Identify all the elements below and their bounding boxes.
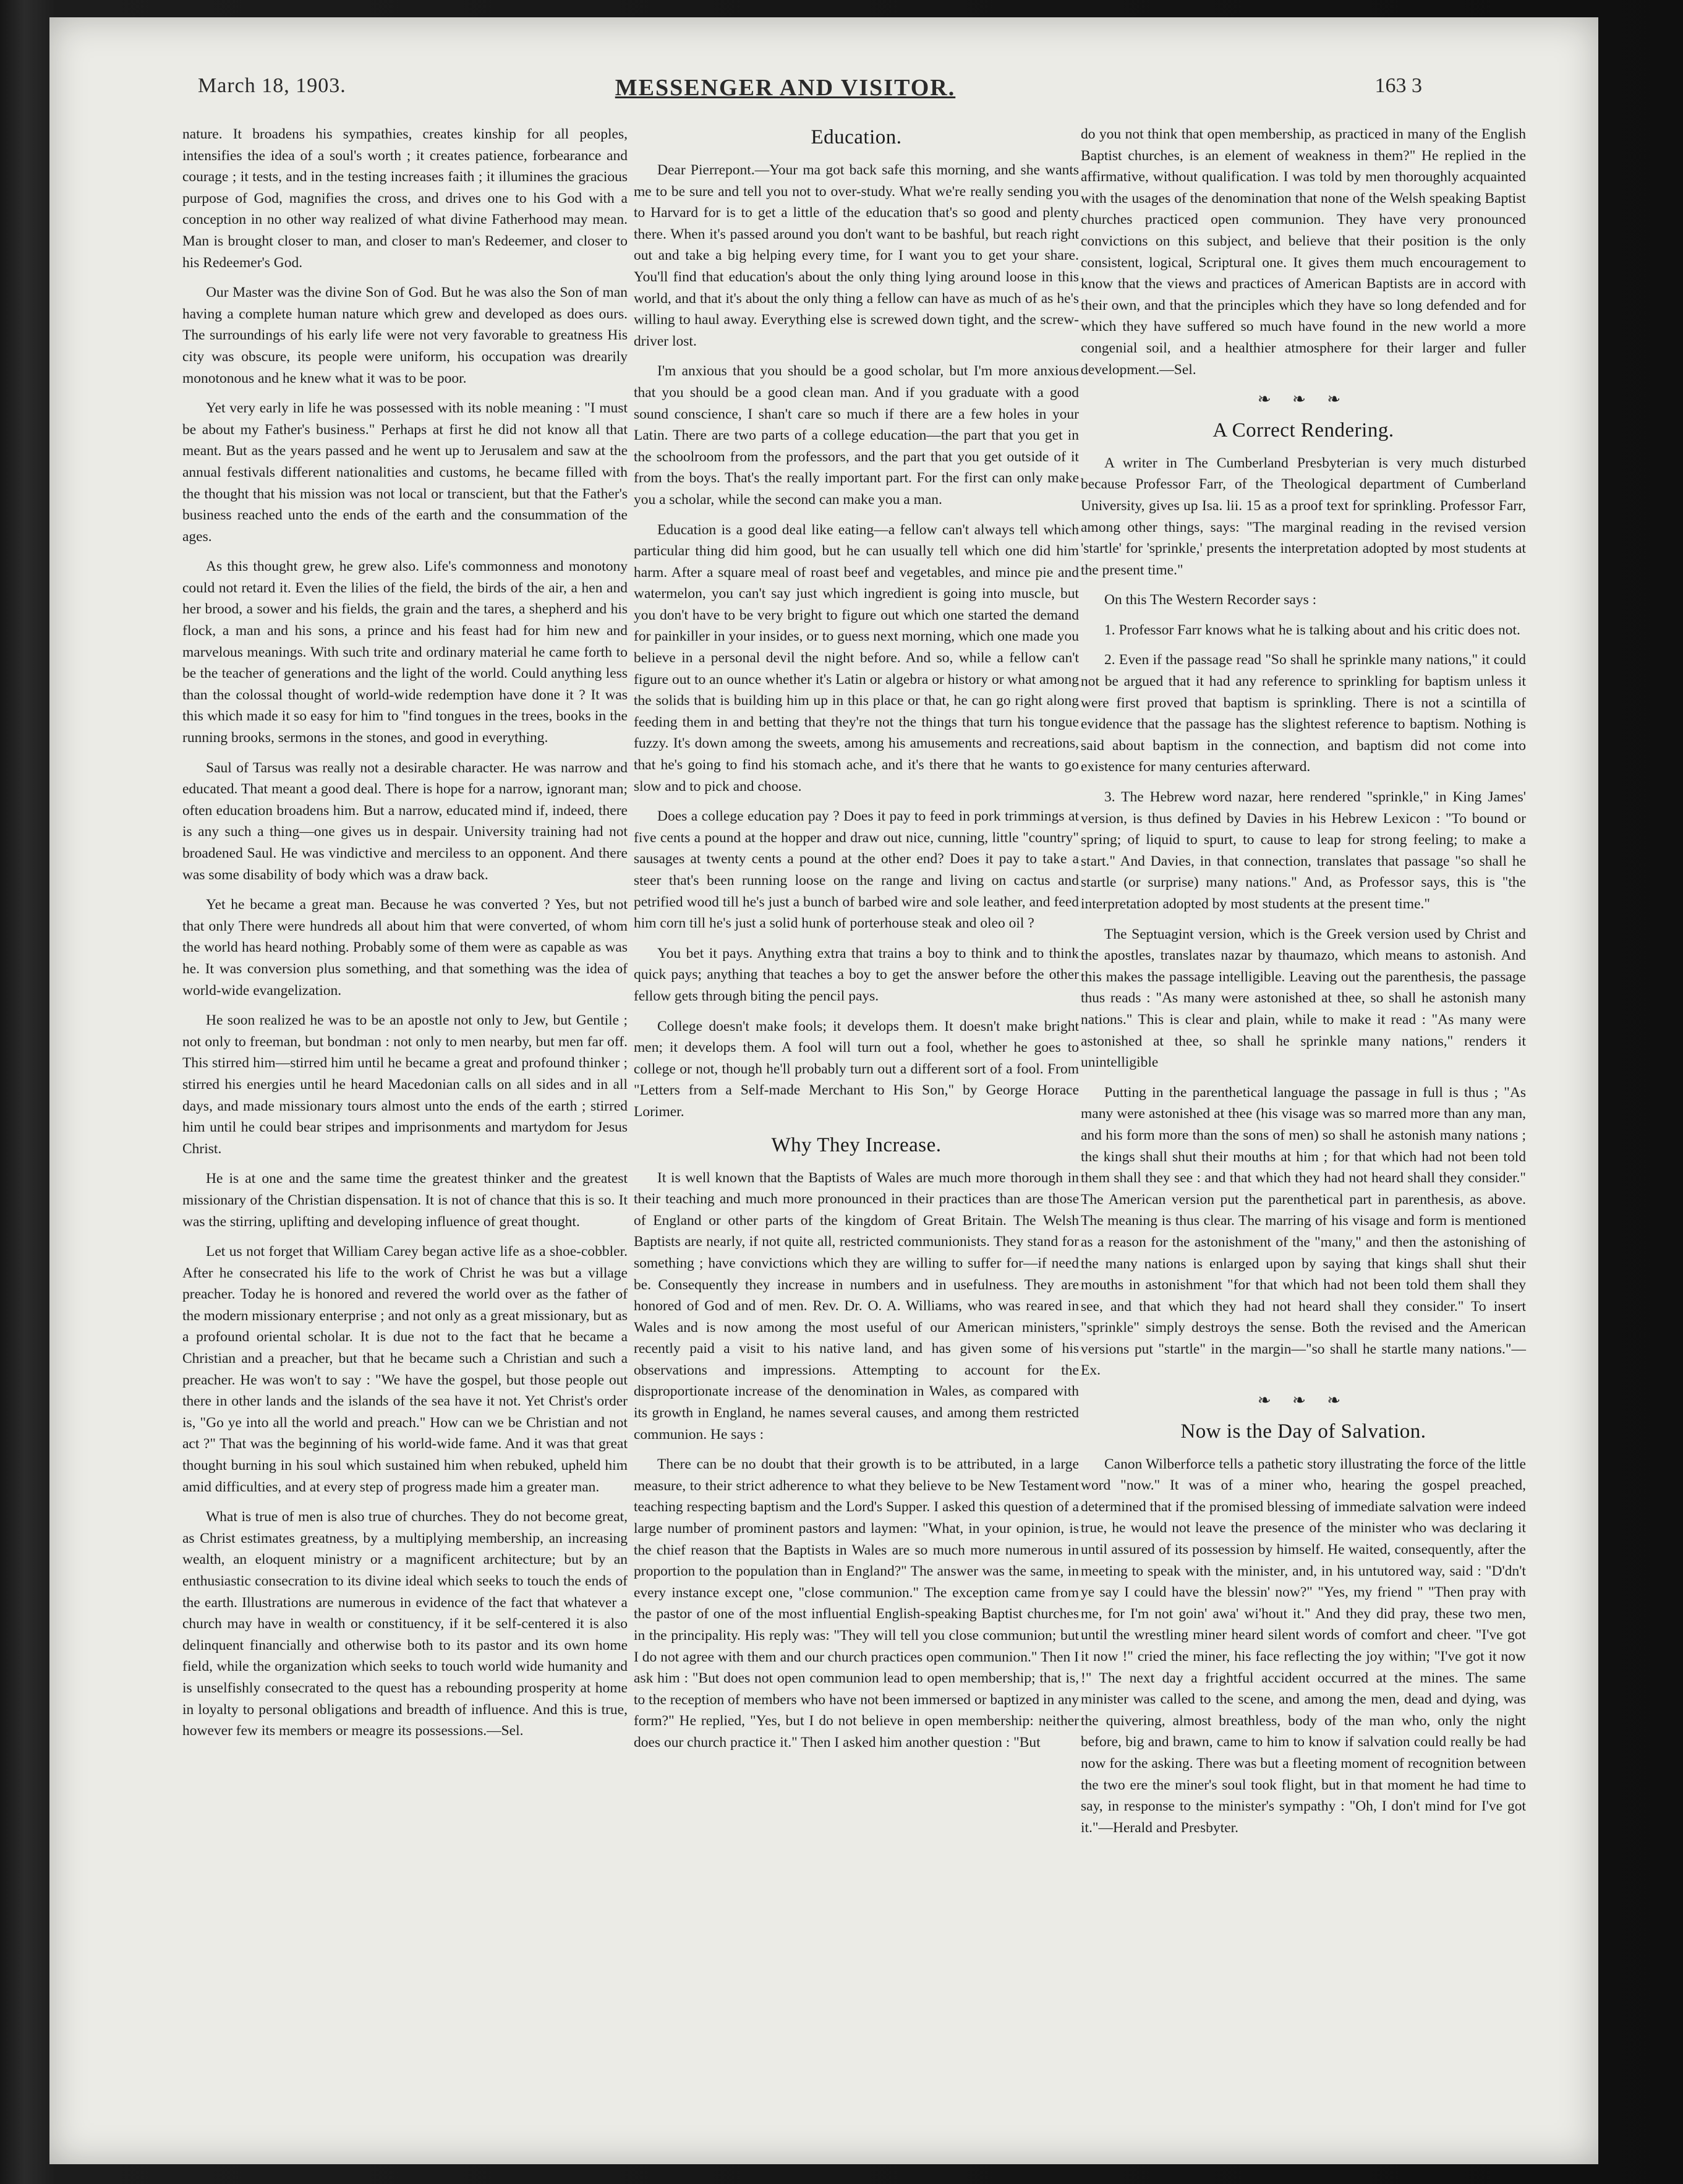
article-heading-day-of-salvation: Now is the Day of Salvation. — [1180, 1420, 1426, 1443]
paragraph: As this thought grew, he grew also. Life's commonness and monotony could not retard it. Even the lilies of the field, the birds of the air, a hen and her brood, a sower and his fields, the grain and the tares, a shepherd and his flock, a man and his sons, a prince and his feast had for him new and marvelous meanings. With such trite and ordinary material he came forth to be the teacher of generations and the light of the world. Could anything less than the colossal thought of world-wide redemption have done it ? It was this which made it so easy for him to "find tongues in the trees, books in the running brooks, sermons in the stones, and good in everything. — [182, 558, 628, 746]
paragraph: There can be no doubt that their growth is to be attributed, in a large measure, to their strict adherence to what they believe to be New Testament teaching respecting baptism and the Lord's Supper. I asked this question of a large number of prominent pastors and laymen: "What, in your opinion, is the chief reason that the Baptists in Wales are so much more numerous in proportion to the population than in England?" The answer was the same, in every instance except one, "close communion." The exception came from the pastor of one of the most influential English-speaking Baptist churches in the principality. His reply was: "They will tell you close communion; but I do not agree with them and our church practices open communion." Then I ask him : "But does not open communion lead to open membership; that is, to the reception of members who have not been immersed or baptized in any form?" He replied, "Yes, but I do not believe in open membership: neither does our church practice it." Then I asked him another question : "But — [634, 1456, 1079, 1751]
paragraph: It is well known that the Baptists of Wales are much more thorough in their teaching and much more pronounced in their practices than are those of England or other parts of the kingdom of Great Britain. The Welsh Baptists are nearly, if not quite all, restricted communionists. They stand for something ; have convictions which they are willing to suffer for—if need be. Consequently they increase in numbers and in usefulness. They are honored of God and of men. Rev. Dr. O. A. Williams, who was reared in Wales and is now among the most useful of our American ministers, recently paid a visit to his native land, and has given some of his observations and impressions. Attempting to account for the disproportionate increase of the denomination in Wales, as compared with its growth in England, he names several causes, and among them restricted communion. He says : — [634, 1169, 1079, 1443]
article-heading-why-they-increase: Why They Increase. — [771, 1133, 942, 1156]
paragraph: He is at one and the same time the greatest thinker and the greatest missionary of the Christian dispensation. It is not of chance that this is so. It was the stirring, uplifting and developing influence of great thought. — [182, 1171, 628, 1230]
paragraph: Our Master was the divine Son of God. But he was also the Son of man having a complete human nature which grew and developed as does ours. The surroundings of his early life were not very favorable to greatness His city was obscure, its people were uniform, his occupation was drearily monotonous and he knew what it was to be poor. — [182, 284, 628, 386]
paragraph: On this The Western Recorder says : — [1104, 592, 1317, 608]
paragraph: I'm anxious that you should be a good scholar, but I'm more anxious that you should be a good clean man. And if you graduate with a good sound conscience, I shan't care so much if there are a few holes in your Latin. There are two parts of a college education—the part that you get in the schoolroom from the professors, and the part that you get outside of it from the boys. That's the really important part. For the first can only make you a scholar, while the second can make you a man. — [634, 363, 1079, 508]
article-heading-education: Education. — [811, 126, 902, 148]
paragraph: What is true of men is also true of churches. They do not become great, as Christ estimates greatness, by a multiplying membership, an increasing wealth, an eloquent ministry or a magnificent architecture; but by an enthusiastic consecration to its divine ideal which seeks to touch the ends of the earth. Illustrations are numerous in evidence of the fact that whatever a church may have in wealth or constituency, if it be self-centered it is also delinquent financially and otherwise both to its pastor and its own home field, while the organization which seeks to touch world wide humanity and is unselfishly consecrated to the quest has a rebounding prosperity at home in loyalty to personal obligations and breadth of influence. And this is true, however few its members or meagre its possessions.—Sel. — [182, 1509, 628, 1739]
paragraph: Putting in the parenthetical language the passage in full is thus ; "As many were astonished at thee (his visage was so marred more than any man, and his form more than the sons of men) so shall he astonish many nations ; the kings shall shut their mouths at him ; for that which had not been told them shall they see : and that which they had not heard shall they consider." The American version put the parenthetical part in parenthesis, as above. The meaning is thus clear. The marring of his visage and form is mentioned as a reason for the astonishment of the "many," and then the astonishing of the many nations is enlarged upon by saying that kings shall shut their mouths in astonishment "for that which had not been told them shall they see, and that which they had not heard shall they consider." To insert "sprinkle" simply destroys the sense. Both the revised and the American versions put "startle" in the margin—"so shall he startle many nations."—Ex. — [1081, 1084, 1526, 1379]
masthead-title: MESSENGER AND VISITOR. — [615, 75, 956, 101]
paragraph: 1. Professor Farr knows what he is talking about and his critic does not. — [1104, 621, 1520, 638]
paragraph: Dear Pierrepont.—Your ma got back safe this morning, and she wants me to be sure and tell you not to over-study. What we're really sending you to Harvard for is to get a little of the education that's so good and plenty there. When it's passed around you don't want to be bashful, but reach right out and take a big helping every time, for I want you to get your share. You'll find that education's about the only thing lying around loose in this world, and that it's about the only thing a fellow can have as much of as he's willing to haul away. Everything else is screwed down tight, and the screw-driver lost. — [634, 162, 1079, 349]
article-heading-correct-rendering: A Correct Rendering. — [1212, 419, 1394, 441]
column-left — [182, 124, 628, 1751]
paragraph: Education is a good deal like eating—a fellow can't always tell which particular thing did him good, but he can usually tell which one did him harm. After a square meal of roast beef and vegetables, and mince pie and watermelon, you can't say just which ingredient is going into muscle, but you don't have to be very bright to figure out which one started the demand for painkiller in your insides, or to guess next morning, which one made you believe in a personal devil the night before. And so, while a fellow can't figure out to an ounce whether it's Latin or algebra or history or what among the solids that is building him up in this place or that, he can go right along feeding them in and betting that they're not the things that turn his tongue fuzzy. It's down among the sweets, among his amusements and recreations, that he's going to find his stomach ache, and it's there that he wants to go slow and to pick and choose. — [634, 521, 1079, 795]
paragraph: nature. It broadens his sympathies, creates kinship for all peoples, intensifies the idea of a soul's worth ; it creates patience, forbearance and courage ; it tests, and in the testing increases faith ; it illumines the gracious purpose of God, magnifies the cross, and drives one to his God with a conception in no other way realized of what divine Fatherhood may mean. Man is brought closer to man, and closer to man's Redeemer, and closer to his Redeemer's God. — [182, 126, 628, 271]
paragraph: You bet it pays. Anything extra that trains a boy to think and to think quick pays; anything that teaches a boy to get the answer before the other fellow gets through biting the pencil pays. — [634, 945, 1079, 1004]
paragraph: Canon Wilberforce tells a pathetic story illustrating the force of the little word "now." It was of a miner who, hearing the gospel preached, determined that if the promised blessing of immediate salvation were indeed true, he would not leave the presence of the minister who was declaring it until assured of its possession by himself. He waited, consequently, after the meeting to speak with the minister, and, in his untutored way, said : "D'dn't ye say I could have the blessin' now?" "Yes, my friend " "Then pray with me, for I'm not goin' awa' wi'hout it." And they did pray, these two men, until the wrestling miner heard silent words of comfort and cheer. "I've got it now !" cried the miner, his face reflecting the joy within; "I've got it now !" The next day a frightful accident occurred at the mines. The same minister was called to the scene, and among the men, dead and dying, was the quivering, almost breathless, body of the man who, only the night before, big and brawn, came to him to know if salvation could really be had now for the asking. There was but a fleeting moment of recognition between the two ere the miner's soul took flight, but in that moment he had time to say, in response to the minister's sympathy : "Oh, I don't mind for I've got it."—Herald and Presbyter. — [1081, 1456, 1526, 1836]
paragraph: He soon realized he was to be an apostle not only to Jew, but Gentile ; not only to freeman, but bondman : not only to men nearby, but men far off. This stirred him—stirred him until he became a great and profound thinker ; stirred his energies until he heard Macedonian calls on all sides and in all days, and made missionary tours almost unto the ends of the earth ; stirred him until he could bear stripes and imprisonments and martydom for Jesus Christ. — [182, 1012, 628, 1157]
section-divider: ❧ ❧ ❧ — [1257, 1391, 1350, 1410]
section-divider: ❧ ❧ ❧ — [1257, 390, 1350, 409]
paragraph: 2. Even if the passage read "So shall he sprinkle many nations," it could not be argued that it had any reference to sprinkling for baptism unless it were first proved that baptism is sprinkling. There is not a scintilla of evidence that the passage has the slightest reference to baptism. Nothing is said about baptism in the connection, and baptism did not come into existence for many centuries afterward. — [1081, 652, 1526, 775]
paragraph: Yet he became a great man. Because he was converted ? Yes, but not that only There were hundreds all about him that were converted, of whom the world has heard nothing. Probably some of them were as capable as was he. It was conversion plus something, and that something was the idea of world-wide evangelization. — [182, 897, 628, 999]
paragraph: Yet very early in life he was possessed with its noble meaning : "I must be about my Father's business." Perhaps at first he did not know all that meant. But as the years passed and he went up to Jerusalem and saw at the annual festivals different nationalities and customs, he became filled with the thought that his mission was not local or transcient, but that the Father's business reached unto the ends of the earth and the consummation of the ages. — [182, 400, 628, 545]
paragraph: 3. The Hebrew word nazar, here rendered "sprinkle," in King James' version, is thus defined by Davies in his Hebrew Lexicon : "To bound or spring; of liquid to spurt, to cause to leap for strong feeling; to make a start." And Davies, in that connection, translates that passage "so shall he startle (or surprise) many nations." And, as Professor says, this is "the interpretation adopted by most students at the present time." — [1081, 789, 1526, 912]
paragraph: The Septuagint version, which is the Greek version used by Christ and the apostles, translates nazar by thaumazo, which means to astonish. And this makes the passage intelligible. Leaving out the parenthesis, the passage thus reads : "As many were astonished at thee, so shall he astonish many nations." This is clear and plain, while to make it read : "As many were astonished at thee, so shall he sprinkle many nations," renders it unintelligible — [1081, 926, 1526, 1071]
paragraph: A writer in The Cumberland Presbyterian is very much disturbed because Professor Farr, of the Theological department of Cumberland University, gives up Isa. lii. 15 as a proof text for sprinkling. Professor Farr, among other things, says: "The marginal reading in the revised version 'startle' for 'sprinkle,' presents the interpretation adopted by most students at the present time." — [1081, 454, 1526, 578]
paragraph: Let us not forget that William Carey began active life as a shoe-cobbler. After he consecrated his life to the work of Christ he was but a village preacher. Today he is honored and revered the world over as the father of the modern missionary enterprise ; and not only as a great missionary, but as a profound oriental scholar. It is due not to the fact that he became a Christian and a preacher, but that he became such a Christian and such a preacher. He was won't to say : "We have the gospel, but those people out there in other lands and the islands of the sea have it not. Yet Christ's order is, "Go ye into all the world and preach." How can we be Christian and not act ?" That was the beginning of his world-wide fame. And it was that great thought burning in his soul which sustained him when rebuked, upheld him amid difficulties, and at every step of progress made him a greater man. — [182, 1243, 628, 1495]
paragraph: Does a college education pay ? Does it pay to feed in pork trimmings at five cents a pound at the hopper and draw out nice, cunning, little "country" sausages at twenty cents a pound at the other end? Does it pay to take a steer that's been running loose on the range and living on cactus and petrified wood till he's just a bunch of barbed wire and sole leather, and feed him corn till he's just a solid hunk of porterhouse steak and oleo oil ? — [634, 808, 1079, 932]
paragraph: Saul of Tarsus was really not a desirable character. He was narrow and educated. That meant a good deal. There is hope for a narrow, ignorant man; often education broadens him. But a narrow, educated mind if, indeed, there is any such a thing—one gives us in despair. University training had not broadened Saul. He was vindictive and merciless to an opponent. And there was some disability of body which was a draw back. — [182, 759, 628, 883]
page-number: 163 3 — [1374, 74, 1422, 97]
page-header — [124, 57, 1447, 106]
paragraph: do you not think that open membership, as practiced in many of the English Baptist churches, is an element of weakness in them?" He replied in the affirmative, without qualification. I was told by men thoroughly acquainted with the usages of the denomination that none of the Welsh speaking Baptist churches practiced open communion. They have very pronounced convictions on this subject, and believe that their position is the only consistent, logical, Scriptural one. It gives them much encouragement to know that the views and practices of American Baptists are in accord with their own, and that the principles which they have so long defended and for which they have suffered so much have found in the new world a more congenial soil, and a healthier atmosphere for their larger and fuller development.—Sel. — [1081, 126, 1526, 378]
paragraph: College doesn't make fools; it develops them. It doesn't make bright men; it develops them. A fool will turn out a fool, whether he goes to college or not, though he'll probably turn out a different sort of a fool. From "Letters from a Self-made Merchant to His Son," by George Horace Lorimer. — [634, 1018, 1079, 1120]
column-right — [1081, 124, 1526, 1847]
header-date: March 18, 1903. — [198, 74, 346, 97]
column-middle — [634, 124, 1079, 1762]
